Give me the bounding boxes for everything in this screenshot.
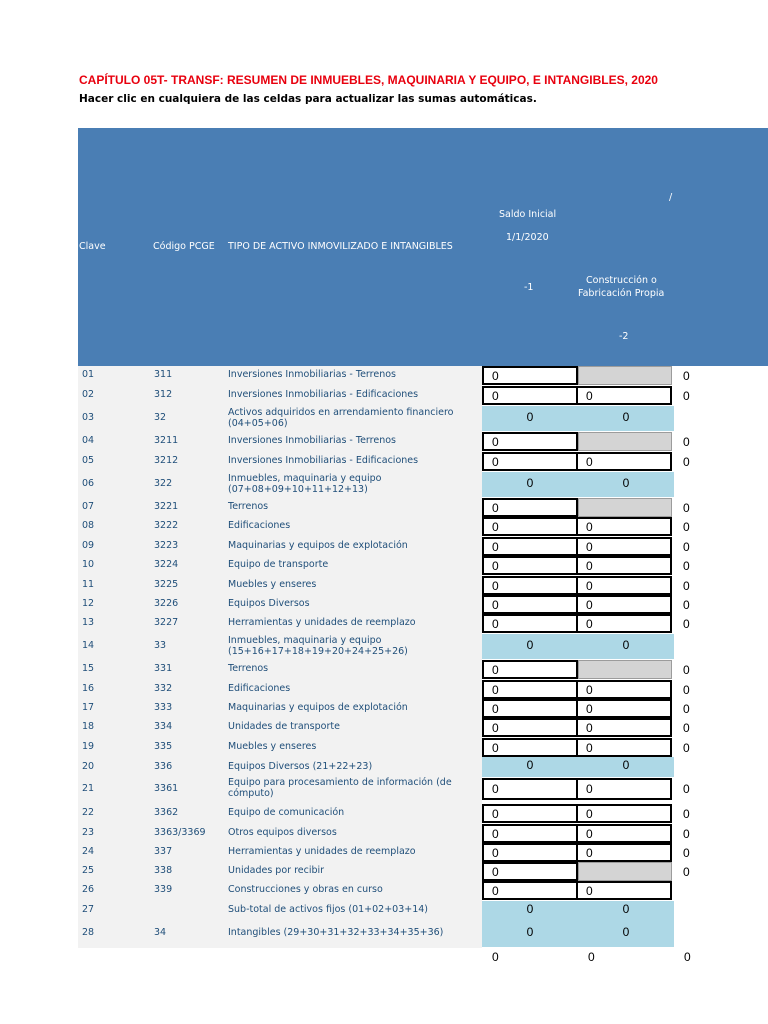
input-cell-saldo[interactable]: 0 (482, 824, 578, 843)
table-row (78, 614, 482, 633)
sum-cell-construccion: 0 (578, 901, 674, 920)
row-tipo: Sub-total de activos fijos (01+02+03+14) (228, 904, 429, 916)
row-tipo: Muebles y enseres (228, 741, 317, 753)
row-clave: 10 (82, 559, 95, 571)
input-cell-construccion[interactable]: 0 (576, 881, 672, 900)
table-row (78, 757, 482, 777)
row-clave: 19 (82, 741, 95, 753)
input-cell-saldo[interactable]: 0 (482, 556, 578, 575)
row-tipo: Inversiones Inmobiliarias - Terrenos (228, 435, 396, 447)
row-clave: 06 (82, 478, 95, 490)
sum-cell-saldo: 0 (482, 634, 578, 659)
table-row (78, 634, 482, 659)
table-row (78, 881, 482, 900)
total-saldo-inicial: 0 (492, 950, 499, 964)
input-cell-construccion[interactable]: 0 (576, 595, 672, 614)
header-construccion-num: -2 (619, 331, 629, 342)
input-cell-saldo[interactable]: 0 (482, 738, 578, 757)
row-codigo: 339 (154, 884, 173, 896)
table-row (78, 517, 482, 536)
table-row (78, 452, 482, 471)
total-construccion: 0 (588, 950, 595, 964)
row-clave: 14 (82, 640, 95, 652)
row-tipo: Maquinarias y equipos de explotación (228, 702, 408, 714)
row-clave: 04 (82, 435, 95, 447)
header-clave: Clave (79, 241, 106, 252)
col3-value: 0 (683, 388, 690, 403)
col3-value: 0 (683, 434, 690, 449)
row-tipo: Maquinarias y equipos de explotación (228, 540, 408, 552)
input-cell-construccion[interactable]: 0 (576, 718, 672, 737)
col3-value: 0 (683, 682, 690, 697)
row-clave: 16 (82, 683, 95, 695)
row-codigo: 336 (154, 760, 173, 772)
input-cell-construccion[interactable]: 0 (576, 556, 672, 575)
input-cell-saldo[interactable]: 0 (482, 881, 578, 900)
table-row (78, 738, 482, 757)
sum-cell-saldo: 0 (482, 472, 578, 497)
row-tipo: Equipo de transporte (228, 559, 329, 571)
table-row (78, 862, 482, 881)
input-cell-saldo[interactable]: 0 (482, 537, 578, 556)
row-tipo: Herramientas y unidades de reemplazo (228, 846, 416, 858)
input-cell-construccion[interactable]: 0 (576, 778, 672, 800)
row-codigo: 332 (154, 683, 173, 695)
row-clave: 13 (82, 617, 95, 629)
table-row (78, 537, 482, 556)
disabled-cell (578, 498, 672, 517)
sum-cell-saldo: 0 (482, 901, 578, 920)
row-codigo: 333 (154, 702, 173, 714)
table-row (78, 778, 482, 800)
row-codigo: 3223 (154, 540, 179, 552)
header-slash: / (669, 192, 673, 203)
table-row (78, 718, 482, 737)
col3-value: 0 (683, 806, 690, 821)
row-tipo: Edificaciones (228, 520, 291, 532)
col3-value: 0 (683, 368, 690, 383)
row-codigo: 338 (154, 865, 173, 877)
row-tipo: Unidades por recibir (228, 865, 325, 877)
row-tipo: Inmuebles, maquinaria y equipo (15+16+17+18+19+20+24+25+26) (228, 634, 408, 657)
row-tipo: Inmuebles, maquinaria y equipo (07+08+09+10+11+12+13) (228, 472, 382, 495)
row-codigo: 3362 (154, 807, 179, 819)
col3-value: 0 (683, 454, 690, 469)
row-tipo: Construcciones y obras en curso (228, 884, 383, 896)
page-title: CAPÍTULO 05T- TRANSF: RESUMEN DE INMUEBLES, MAQUINARIA Y EQUIPO, E INTANGIBLES, 2020 (79, 73, 658, 87)
row-tipo: Equipos Diversos (228, 598, 310, 610)
col3-value: 0 (683, 519, 690, 534)
disabled-cell (578, 432, 672, 451)
row-clave: 15 (82, 663, 95, 675)
row-codigo: 334 (154, 721, 173, 733)
row-clave: 01 (82, 369, 95, 381)
input-cell-saldo[interactable]: 0 (482, 432, 578, 451)
col3-value: 0 (683, 701, 690, 716)
row-clave: 07 (82, 501, 95, 513)
row-codigo: 311 (154, 369, 173, 381)
input-cell-saldo[interactable]: 0 (482, 660, 578, 679)
row-tipo: Muebles y enseres (228, 579, 317, 591)
disabled-cell (578, 366, 672, 385)
input-cell-construccion[interactable]: 0 (576, 614, 672, 633)
col3-value: 0 (683, 720, 690, 735)
table-row (78, 901, 482, 920)
input-cell-construccion[interactable]: 0 (576, 824, 672, 843)
table-row (78, 680, 482, 699)
col3-value: 0 (683, 558, 690, 573)
col3-value: 0 (683, 740, 690, 755)
input-cell-construccion[interactable]: 0 (576, 537, 672, 556)
row-codigo: 3227 (154, 617, 179, 629)
col3-value: 0 (683, 616, 690, 631)
row-tipo: Inversiones Inmobiliarias - Terrenos (228, 369, 396, 381)
header-codigo-pcge: Código PCGE (153, 241, 215, 252)
row-codigo: 335 (154, 741, 173, 753)
col3-value: 0 (683, 662, 690, 677)
col3-value: 0 (683, 578, 690, 593)
sum-cell-construccion: 0 (578, 634, 674, 659)
row-clave: 09 (82, 540, 95, 552)
table-row (78, 576, 482, 595)
table-row (78, 498, 482, 517)
col3-value: 0 (683, 864, 690, 879)
row-codigo: 3221 (154, 501, 179, 513)
disabled-cell (578, 660, 672, 679)
sum-cell-saldo: 0 (482, 920, 578, 947)
row-clave: 08 (82, 520, 95, 532)
input-cell-saldo[interactable]: 0 (482, 366, 578, 385)
input-cell-construccion[interactable]: 0 (576, 452, 672, 471)
row-clave: 05 (82, 455, 95, 467)
row-codigo: 3225 (154, 579, 179, 591)
sum-cell-construccion: 0 (578, 757, 674, 777)
header-construccion-line2: Fabricación Propia (578, 288, 665, 299)
row-tipo: Terrenos (228, 663, 269, 675)
input-cell-construccion[interactable]: 0 (576, 680, 672, 699)
row-tipo: Edificaciones (228, 683, 291, 695)
row-codigo: 33 (154, 640, 167, 652)
table-row (78, 824, 482, 843)
col3-value: 0 (683, 826, 690, 841)
row-clave: 25 (82, 865, 95, 877)
disabled-cell (578, 862, 672, 881)
row-clave: 11 (82, 579, 95, 591)
input-cell-saldo[interactable]: 0 (482, 680, 578, 699)
row-tipo: Equipos Diversos (21+22+23) (228, 760, 373, 772)
row-clave: 22 (82, 807, 95, 819)
table-row (78, 556, 482, 575)
total-col3: 0 (684, 950, 691, 964)
row-clave: 28 (82, 927, 95, 939)
row-tipo: Otros equipos diversos (228, 827, 337, 839)
row-tipo: Equipo de comunicación (228, 807, 345, 819)
col3-value: 0 (683, 500, 690, 515)
header-saldo-num: -1 (524, 282, 534, 293)
row-codigo: 3363/3369 (154, 827, 206, 839)
row-codigo: 3361 (154, 782, 179, 794)
row-clave: 17 (82, 702, 95, 714)
table-header (78, 128, 768, 366)
header-saldo-date: 1/1/2020 (506, 232, 549, 243)
input-cell-saldo[interactable]: 0 (482, 517, 578, 536)
input-cell-saldo[interactable]: 0 (482, 498, 578, 517)
row-clave: 21 (82, 782, 95, 794)
input-cell-saldo[interactable]: 0 (482, 595, 578, 614)
table-row (78, 843, 482, 862)
header-construccion-line1: Construcción o (586, 275, 657, 286)
table-row (78, 366, 482, 385)
row-codigo: 337 (154, 846, 173, 858)
row-codigo: 32 (154, 412, 167, 424)
row-tipo: Activos adquiridos en arrendamiento financiero (04+05+06) (228, 406, 454, 429)
sum-cell-construccion: 0 (578, 472, 674, 497)
table-row (78, 386, 482, 405)
row-clave: 24 (82, 846, 95, 858)
table-row (78, 406, 482, 431)
row-codigo: 3222 (154, 520, 179, 532)
row-clave: 23 (82, 827, 95, 839)
input-cell-construccion[interactable]: 0 (576, 843, 672, 862)
input-cell-construccion[interactable]: 0 (576, 699, 672, 718)
input-cell-saldo[interactable]: 0 (482, 614, 578, 633)
row-clave: 12 (82, 598, 95, 610)
row-clave: 02 (82, 389, 95, 401)
col3-value: 0 (683, 845, 690, 860)
row-codigo: 3211 (154, 435, 179, 447)
row-clave: 27 (82, 904, 95, 916)
input-cell-saldo[interactable]: 0 (482, 804, 578, 823)
row-tipo: Unidades de transporte (228, 721, 340, 733)
input-cell-construccion[interactable]: 0 (576, 386, 672, 405)
table-row (78, 920, 482, 947)
row-tipo: Inversiones Inmobiliarias - Edificaciones (228, 455, 419, 467)
row-clave: 03 (82, 412, 95, 424)
row-codigo: 3224 (154, 559, 179, 571)
instructions-text: Hacer clic en cualquiera de las celdas para actualizar las sumas automáticas. (79, 93, 537, 105)
row-tipo: Intangibles (29+30+31+32+33+34+35+36) (228, 927, 444, 939)
input-cell-saldo[interactable]: 0 (482, 862, 578, 881)
table-row (78, 699, 482, 718)
row-tipo: Equipo para procesamiento de información (de cómputo) (228, 777, 452, 799)
input-cell-saldo[interactable]: 0 (482, 699, 578, 718)
table-row (78, 472, 482, 497)
sum-cell-saldo: 0 (482, 406, 578, 431)
row-clave: 18 (82, 721, 95, 733)
input-cell-construccion[interactable]: 0 (576, 517, 672, 536)
row-codigo: 322 (154, 478, 173, 490)
input-cell-saldo[interactable]: 0 (482, 718, 578, 737)
row-tipo: Terrenos (228, 501, 269, 513)
row-clave: 20 (82, 760, 95, 772)
row-clave: 26 (82, 884, 95, 896)
input-cell-saldo[interactable]: 0 (482, 386, 578, 405)
sum-cell-construccion: 0 (578, 406, 674, 431)
sum-cell-saldo: 0 (482, 757, 578, 777)
input-cell-construccion[interactable]: 0 (576, 804, 672, 823)
row-codigo: 312 (154, 389, 173, 401)
col3-value: 0 (683, 782, 690, 796)
row-codigo: 3212 (154, 455, 179, 467)
input-cell-saldo[interactable]: 0 (482, 778, 578, 800)
sum-cell-construccion: 0 (578, 920, 674, 947)
row-tipo: Herramientas y unidades de reemplazo (228, 617, 416, 629)
row-codigo: 3226 (154, 598, 179, 610)
input-cell-construccion[interactable]: 0 (576, 576, 672, 595)
header-tipo-activo: TIPO DE ACTIVO INMOVILIZADO E INTANGIBLES (228, 241, 453, 252)
input-cell-saldo[interactable]: 0 (482, 576, 578, 595)
col3-value: 0 (683, 597, 690, 612)
input-cell-saldo[interactable]: 0 (482, 843, 578, 862)
col3-value: 0 (683, 539, 690, 554)
table-row (78, 432, 482, 451)
table-row (78, 660, 482, 679)
header-saldo-inicial: Saldo Inicial (499, 209, 557, 220)
table-row (78, 595, 482, 614)
table-row (78, 804, 482, 823)
row-codigo: 34 (154, 927, 167, 939)
row-codigo: 331 (154, 663, 173, 675)
input-cell-construccion[interactable]: 0 (576, 738, 672, 757)
input-cell-saldo[interactable]: 0 (482, 452, 578, 471)
row-tipo: Inversiones Inmobiliarias - Edificaciones (228, 389, 419, 401)
